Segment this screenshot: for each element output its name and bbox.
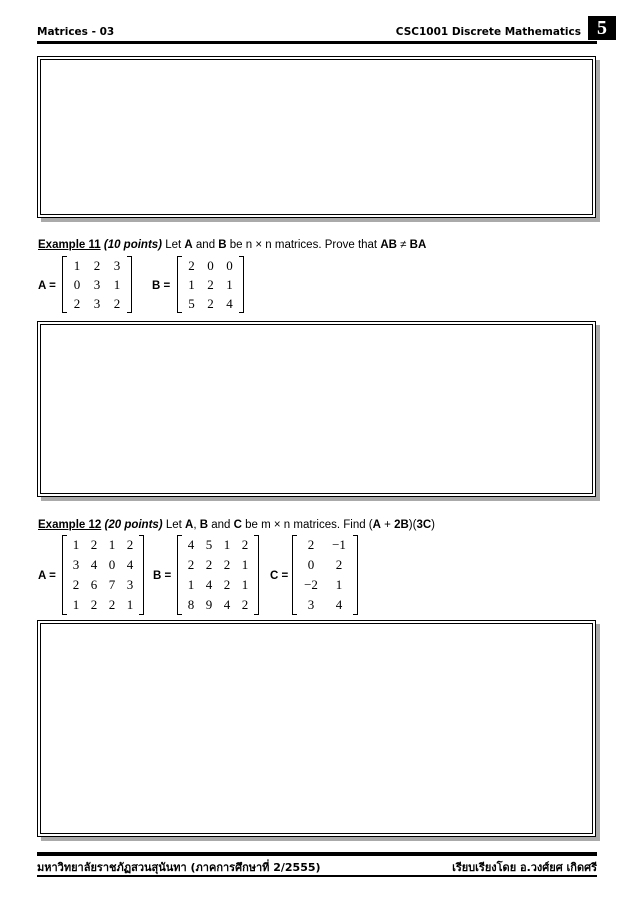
example-12-matrix-a-cell-r1c2: 2 xyxy=(90,537,98,552)
example-12-text: be m × n matrices. Find ( xyxy=(241,519,373,531)
example-12-matrix-a-cell-r3c3: 7 xyxy=(108,577,116,592)
example-12-matrix-c xyxy=(292,535,358,615)
example-12-matrix-a-cell-r2c1: 3 xyxy=(72,557,80,572)
example-12-matrix-b-cell-r1c3: 1 xyxy=(223,537,231,552)
example-11-matrix-b-cell-r3c3: 4 xyxy=(226,296,233,311)
example-12-matrix-c-cell-r2c1: 0 xyxy=(307,557,315,572)
example-12-matrix-c-cell-r3c1: −2 xyxy=(304,577,318,592)
example-12-matrix-a-cell-r3c1: 2 xyxy=(72,577,80,592)
example-12-matrix-a-cell-r2c4: 4 xyxy=(126,557,134,572)
example-12-statement xyxy=(38,518,435,532)
example-11-ab: AB xyxy=(380,239,397,251)
example-12-matrix-a-cell-r1c1: 1 xyxy=(72,537,80,552)
example-12-matrix-a-cell-r4c4: 1 xyxy=(126,597,134,612)
example-11-matrix-a-cell-r3c2: 3 xyxy=(93,296,101,311)
example-11-statement xyxy=(38,238,426,252)
example-12-text: Let xyxy=(162,519,186,531)
example-12-matrix-a-cell-r1c4: 2 xyxy=(126,537,134,552)
header-course-section: Matrices - 03 xyxy=(37,26,115,38)
example-12-matrix-b-cell-r1c4: 2 xyxy=(241,537,249,552)
example-12-matrix-a-cell-r2c2: 4 xyxy=(90,557,98,572)
example-11-matrix-b-cell-r2c2: 2 xyxy=(207,277,214,292)
example-12-matrix-a-cell-r4c3: 2 xyxy=(108,597,116,612)
example-11-title: Example 11 xyxy=(38,239,101,251)
example-11-matrix-b-cell-r1c3: 0 xyxy=(226,258,233,273)
example-12-expr-3c: 3C xyxy=(416,519,432,531)
example-11-matrix-b-cell-r1c1: 2 xyxy=(188,258,195,273)
example-12-text: , xyxy=(193,519,200,531)
example-12-label-c: C = xyxy=(270,570,289,582)
example-12-expr-a: A xyxy=(372,519,381,531)
example-12-expr-2b: 2B xyxy=(394,519,409,531)
header-course-title: CSC1001 Discrete Mathematics xyxy=(395,26,581,38)
example-12-matrix-b-cell-r3c1: 1 xyxy=(187,577,195,592)
example-12-matrix-a-cell-r4c1: 1 xyxy=(72,597,80,612)
answer-box-2 xyxy=(37,321,596,497)
footer-rule-bottom xyxy=(37,875,597,877)
example-12-points: (20 points) xyxy=(104,519,163,531)
example-11-matrix-b xyxy=(177,256,244,313)
example-11-matrix-a-cell-r1c3: 3 xyxy=(113,258,121,273)
example-11-matrix-a-cell-r3c3: 2 xyxy=(113,296,121,311)
example-11-text: be n × n matrices. Prove that xyxy=(226,239,381,251)
footer-rule-top xyxy=(37,852,597,856)
example-11-matrix-a-cell-r2c1: 0 xyxy=(73,277,81,292)
example-12-matrix-a-cell-r3c4: 3 xyxy=(126,577,134,592)
example-12-var-c: C xyxy=(233,519,242,531)
example-12-matrix-c-cell-r1c2: −1 xyxy=(332,537,346,552)
example-12-matrix-b-cell-r4c2: 9 xyxy=(205,597,213,612)
example-12-matrix-b-cell-r3c2: 4 xyxy=(205,577,213,592)
example-12-matrix-a-cell-r2c3: 0 xyxy=(108,557,116,572)
example-12-title: Example 12 xyxy=(38,519,102,531)
example-12-parens: )( xyxy=(408,519,417,531)
example-12-matrix-a xyxy=(62,535,144,615)
example-11-matrix-a-cell-r3c1: 2 xyxy=(73,296,81,311)
example-11-ba: BA xyxy=(409,239,427,251)
example-11-var-a: A xyxy=(184,239,193,251)
example-11-points: (10 points) xyxy=(103,239,162,251)
example-12-matrix-a-cell-r1c3: 1 xyxy=(108,537,116,552)
example-11-matrix-a-cell-r2c3: 1 xyxy=(113,277,121,292)
example-12-matrix-b-cell-r4c1: 8 xyxy=(187,597,195,612)
example-11-matrix-b-cell-r3c1: 5 xyxy=(188,296,195,311)
example-12-matrix-a-cell-r4c2: 2 xyxy=(90,597,98,612)
example-12-matrix-b-cell-r2c4: 1 xyxy=(241,557,249,572)
example-12-var-b: B xyxy=(199,519,209,531)
example-11-var-b: B xyxy=(218,239,227,251)
example-12-var-a: A xyxy=(185,519,194,531)
example-12-matrix-a-cell-r3c2: 6 xyxy=(90,577,98,592)
header-rule xyxy=(37,41,597,44)
example-12-text: and xyxy=(208,519,234,531)
example-12-matrix-b-cell-r1c2: 5 xyxy=(205,537,213,552)
example-12-matrix-b-cell-r3c3: 2 xyxy=(223,577,231,592)
example-11-matrix-a-cell-r1c1: 1 xyxy=(73,258,81,273)
example-11-matrix-b-cell-r1c2: 0 xyxy=(207,258,214,273)
example-11-text: and xyxy=(192,239,219,251)
example-12-matrix-b-cell-r1c1: 4 xyxy=(187,537,195,552)
example-12-label-b: B = xyxy=(153,570,172,582)
page-number: 5 xyxy=(588,16,616,40)
example-12-matrix-b-cell-r2c2: 2 xyxy=(205,557,213,572)
example-12-matrix-b-cell-r2c3: 2 xyxy=(223,557,231,572)
example-12-matrix-c-cell-r1c1: 2 xyxy=(307,537,315,552)
answer-box-1 xyxy=(37,56,596,218)
example-12-paren-close: ) xyxy=(431,519,435,531)
example-12-plus: + xyxy=(380,519,395,531)
example-11-matrix-a xyxy=(62,256,132,313)
example-12-matrix-c-cell-r4c1: 3 xyxy=(307,597,315,612)
example-12-label-a: A = xyxy=(38,570,56,582)
footer-author: เรียบเรียงโดย อ.วงศ์ยศ เกิดศรี xyxy=(452,861,597,874)
example-12-matrix-c-cell-r2c2: 2 xyxy=(335,557,343,572)
example-11-label-b: B = xyxy=(152,280,171,292)
example-11-text: Let xyxy=(162,239,185,251)
example-11-matrix-b-cell-r2c3: 1 xyxy=(226,277,233,292)
footer-institution: มหาวิทยาลัยราชภัฏสวนสุนันทา (ภาคการศึกษาที่ 2/2555) xyxy=(37,861,321,874)
example-12-matrix-b xyxy=(177,535,259,615)
example-12-matrix-b-cell-r3c4: 1 xyxy=(241,577,249,592)
example-11-matrix-a-cell-r1c2: 2 xyxy=(93,258,101,273)
example-12-matrix-b-cell-r2c1: 2 xyxy=(187,557,195,572)
example-11-label-a: A = xyxy=(38,280,56,292)
example-11-matrix-b-cell-r2c1: 1 xyxy=(188,277,195,292)
example-11-neq: ≠ xyxy=(396,239,410,251)
example-12-matrix-c-cell-r3c2: 1 xyxy=(335,577,343,592)
example-11-matrix-a-cell-r2c2: 3 xyxy=(93,277,101,292)
example-12-matrix-b-cell-r4c4: 2 xyxy=(241,597,249,612)
example-12-matrix-c-cell-r4c2: 4 xyxy=(335,597,343,612)
answer-box-3 xyxy=(37,620,596,837)
example-12-matrix-b-cell-r4c3: 4 xyxy=(223,597,231,612)
example-11-matrix-b-cell-r3c2: 2 xyxy=(207,296,214,311)
